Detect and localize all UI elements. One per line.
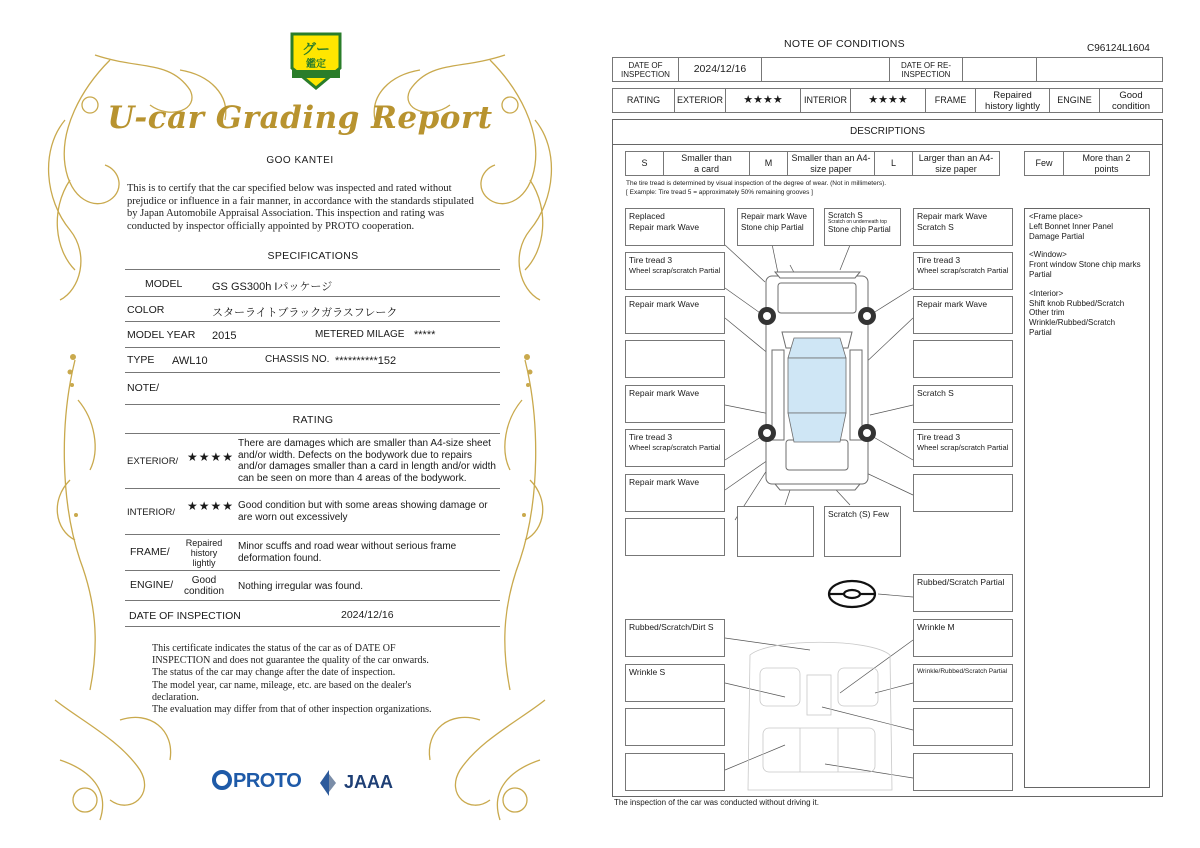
legend-text-l: Larger than an A4-size paper — [912, 151, 1000, 176]
annotation-box — [913, 753, 1013, 791]
annotation-text: Wheel scrap/scratch Partial — [917, 443, 1009, 452]
report-title: U-car Grading Report — [107, 100, 493, 136]
proto-mark-icon — [212, 770, 232, 790]
annotation-text: Repair mark Wave — [629, 477, 700, 487]
legend-text-s: Smaller than a card — [663, 151, 750, 176]
goo-kantei-badge — [287, 30, 345, 92]
tread-example: [ Example: Tire tread 5 = approximately 50% remaining grooves ] — [626, 189, 813, 196]
annotation-box — [625, 708, 725, 746]
engine-label: ENGINE/ — [130, 579, 174, 591]
annotation-text: Tire tread 3 — [629, 255, 673, 265]
disclaimer-text — [152, 643, 482, 716]
type-label: TYPE — [127, 354, 155, 366]
annotation-box — [913, 664, 1013, 702]
annotation-text: Scratch S — [917, 388, 954, 398]
type-value: AWL10 — [172, 355, 208, 367]
proto-logo — [212, 770, 301, 793]
steering-wheel-icon — [829, 581, 875, 607]
annotation-text: Rubbed/Scratch/Dirt S — [629, 622, 714, 632]
frame-value: Repaired history lightly — [185, 538, 223, 568]
proto-logo-text: PROTO — [233, 770, 302, 792]
intro-line: prejudice or influence in a fair manner, in accordance with the standards stipulated — [127, 195, 474, 207]
model-year-label: MODEL YEAR — [127, 329, 196, 341]
annotation-box — [625, 385, 725, 423]
annotation-text: Stone chip Partial — [828, 225, 891, 234]
legend-text-few: More than 2 points — [1063, 151, 1150, 176]
intro-text — [127, 183, 502, 233]
intro-line: This is to certify that the car specified below was inspected and rated without — [127, 183, 452, 194]
annotation-box — [737, 208, 814, 246]
annotation-text: Tire tread 3 — [917, 255, 961, 265]
annotation-text: Scratch S — [828, 211, 863, 220]
intro-line: by Japan Automobile Appraisal Association. This inspection and rating was — [127, 208, 445, 220]
legend-text-m: Smaller than an A4-size paper — [787, 151, 875, 176]
engine-value: Good condition — [183, 575, 225, 597]
engine-description: Nothing irregular was found. — [238, 581, 364, 592]
annotation-box — [625, 619, 725, 657]
annotation-box — [913, 619, 1013, 657]
annotation-box — [625, 252, 725, 290]
annotation-box — [625, 296, 725, 334]
note-label: NOTE/ — [127, 382, 160, 394]
annotation-text: Wheel scrap/scratch Partial — [629, 443, 721, 452]
window-summary: <Window> Front window Stone chip marks Partial — [1029, 250, 1141, 279]
annotation-box — [913, 708, 1013, 746]
legend-key-m: M — [749, 151, 788, 176]
specifications-heading: SPECIFICATIONS — [267, 250, 359, 262]
annotation-box — [913, 574, 1013, 612]
svg-text:鑑定: 鑑定 — [306, 59, 326, 70]
interior-summary: <Interior> Shift knob Rubbed/Scratch Other trim Wrinkle/Rubbed/Scratch Partial — [1029, 288, 1125, 337]
annotation-text: Repair mark Wave Stone chip Partial — [741, 212, 807, 232]
mileage-label: METERED MILAGE — [315, 329, 405, 340]
interior-description: Good condition but with some areas showing damage or are worn out excessively — [238, 500, 488, 523]
interior-stars: ★★★★ — [850, 88, 926, 113]
frame-value: Repaired history lightly — [975, 88, 1050, 113]
date-of-inspection-value: 2024/12/16 — [678, 57, 762, 82]
annotation-text: Wrinkle/Rubbed/Scratch Partial — [917, 668, 1008, 675]
disclaimer-line: declaration. — [152, 691, 199, 703]
mileage-value: ***** — [414, 329, 436, 341]
frame-label: FRAME/ — [130, 546, 170, 558]
annotation-box — [824, 208, 901, 246]
engine-value: Good condition — [1099, 88, 1163, 113]
annotation-box — [913, 385, 1013, 423]
annotation-box — [913, 208, 1013, 246]
footer-note: The inspection of the car was conducted without driving it. — [614, 798, 819, 807]
frame-description: Minor scuffs and road wear without serious frame deformation found. — [238, 541, 457, 564]
jaaa-logo-text: JAAA — [344, 772, 394, 792]
annotation-text: Wrinkle S — [629, 667, 666, 677]
tread-note: The tire tread is determined by visual inspection of the degree of wear. (Not in millimeters). — [626, 180, 887, 187]
disclaimer-line: This certificate indicates the status of the car as of DATE OF — [152, 643, 396, 654]
annotation-text: Wheel scrap/scratch Partial — [629, 266, 721, 275]
annotation-box — [913, 252, 1013, 290]
model-year-value: 2015 — [212, 330, 237, 342]
model-value: GS GS300h Iパッケージ — [212, 281, 333, 293]
annotation-box — [625, 340, 725, 378]
annotation-text: Replaced Repair mark Wave — [629, 211, 700, 232]
frame-place-summary: <Frame place> Left Bonnet Inner Panel Damage Partial — [1029, 212, 1114, 241]
annotation-box — [913, 296, 1013, 334]
svg-text:グー: グー — [302, 42, 330, 58]
annotation-box — [625, 208, 725, 246]
disclaimer-line: The status of the car may change after the date of inspection. — [152, 667, 396, 679]
interior-label: INTERIOR — [800, 88, 851, 113]
annotation-text: Rubbed/Scratch Partial — [917, 577, 1005, 587]
exterior-stars: ★★★★ — [725, 88, 801, 113]
annotation-box — [824, 506, 901, 557]
exterior-description: There are damages which are smaller than A4-size sheet and/or width. Defects on the bodywork due to repairs and/or damages smaller than a card in length and/or width can be seen on more than 4 areas of the bodywork. — [238, 438, 496, 484]
document-code: C96124L1604 — [1087, 43, 1150, 54]
note-title: NOTE OF CONDITIONS — [784, 38, 905, 50]
summary-panel — [1024, 208, 1150, 788]
note-of-conditions — [600, 0, 1200, 848]
reinspection-label: DATE OF RE-INSPECTION — [889, 57, 963, 82]
annotation-text: Wheel scrap/scratch Partial — [917, 266, 1009, 275]
rating-heading: RATING — [292, 414, 334, 426]
legend-key-few: Few — [1024, 151, 1064, 176]
annotation-box — [913, 474, 1013, 512]
disclaimer-line: The model year, car name, mileage, etc. are based on the dealer's — [152, 679, 412, 691]
annotation-box — [625, 474, 725, 512]
legend-key-l: L — [874, 151, 913, 176]
rating-label: RATING — [612, 88, 675, 113]
exterior-label: EXTERIOR — [674, 88, 726, 113]
annotation-box — [625, 518, 725, 556]
exterior-stars: ★★★★ — [187, 450, 235, 464]
chassis-value: **********152 — [335, 355, 397, 367]
annotation-text: Wrinkle M — [917, 622, 955, 632]
disclaimer-line: The evaluation may differ from that of other inspection organizations. — [152, 704, 432, 716]
inspection-date-label: DATE OF INSPECTION — [129, 610, 241, 622]
annotation-text: Tire tread 3 — [917, 432, 961, 442]
annotation-box — [625, 753, 725, 791]
legend-key-s: S — [625, 151, 664, 176]
engine-label: ENGINE — [1049, 88, 1100, 113]
color-label: COLOR — [127, 304, 165, 316]
annotation-box — [737, 506, 814, 557]
color-value: スターライトブラックガラスフレーク — [212, 307, 398, 319]
inspection-date-value: 2024/12/16 — [341, 609, 394, 621]
annotation-text: Repair mark Wave Scratch S — [917, 211, 988, 232]
annotation-box — [913, 429, 1013, 467]
annotation-text: Repair mark Wave — [629, 388, 700, 398]
annotation-box — [625, 664, 725, 702]
jaaa-mark-icon — [318, 770, 340, 801]
annotation-text: Repair mark Wave — [917, 299, 988, 309]
annotation-text: Scratch on underneath top — [828, 219, 887, 225]
annotation-text: Repair mark Wave — [629, 299, 700, 309]
annotation-text: Tire tread 3 — [629, 432, 673, 442]
date-of-inspection-label: DATE OF INSPECTION — [612, 57, 679, 82]
interior-stars: ★★★★ — [187, 499, 235, 513]
model-label: MODEL — [145, 278, 183, 290]
annotation-box — [625, 429, 725, 467]
report-subtitle: GOO KANTEI — [266, 155, 334, 166]
annotation-box — [913, 340, 1013, 378]
interior-label: INTERIOR/ — [127, 507, 176, 518]
frame-label: FRAME — [925, 88, 976, 113]
disclaimer-line: INSPECTION and does not guarantee the quality of the car onwards. — [152, 655, 429, 667]
exterior-label: EXTERIOR/ — [127, 456, 179, 467]
descriptions-heading: DESCRIPTIONS — [849, 126, 925, 137]
annotation-text: Scratch (S) Few — [828, 509, 889, 519]
intro-line: conducted by inspector officially appointed by PROTO cooperation. — [127, 220, 415, 232]
chassis-label: CHASSIS NO. — [265, 354, 330, 365]
